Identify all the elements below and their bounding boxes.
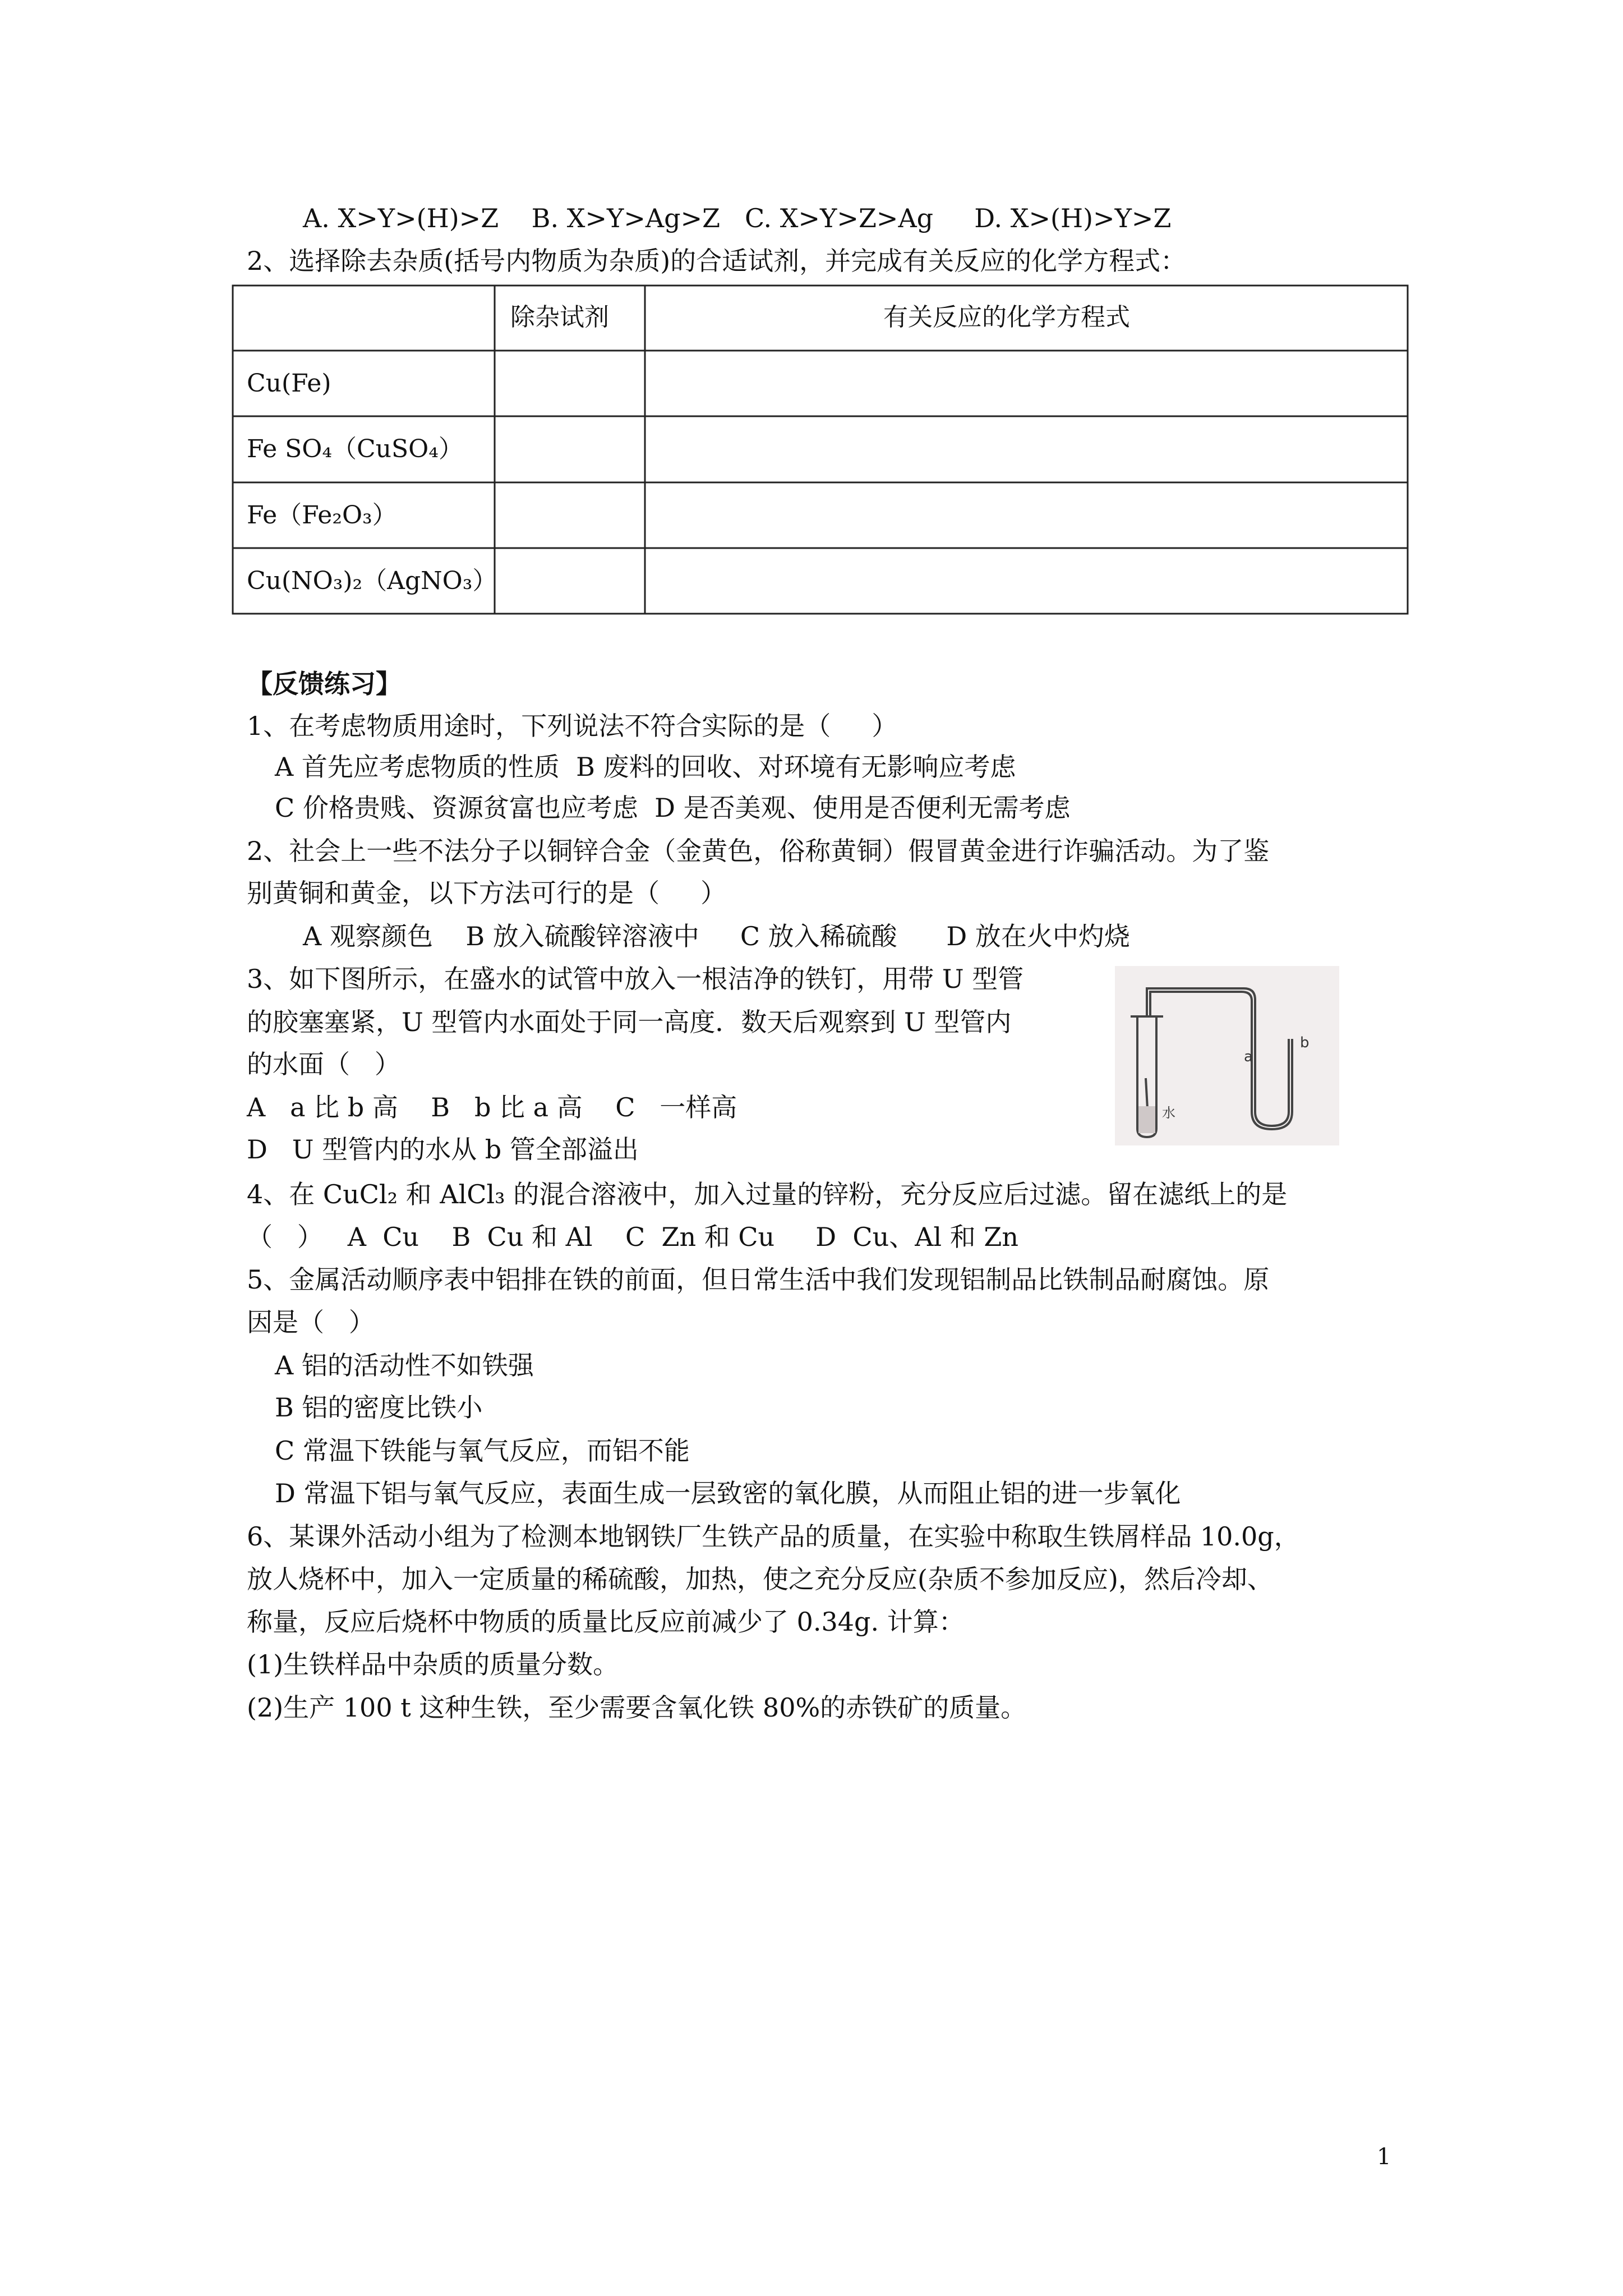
f2-options: A 观察颜色 B 放入硫酸锌溶液中 C 放入稀硫酸 D 放在火中灼烧	[303, 921, 1130, 951]
f6-subquestion-1: (1)生铁样品中杂质的质量分数。	[247, 1649, 619, 1680]
u-tube-figure	[1115, 966, 1339, 1145]
figure-label-water: 水	[1162, 1105, 1175, 1121]
f2-question-line1: 2、社会上一些不法分子以铜锌合金（金黄色，俗称黄铜）假冒黄金进行诈骗活动。为了鉴	[247, 836, 1270, 866]
page-number: 1	[1377, 2144, 1391, 2170]
f3-options-abc: A a 比 b 高 B b 比 a 高 C 一样高	[247, 1092, 737, 1122]
f1-options-cd: C 价格贵贱、资源贫富也应考虑 D 是否美观、使用是否便利无需考虑	[275, 793, 1071, 823]
section-title: 【反馈练习】	[247, 669, 402, 699]
f4-question-line2: （ ） A Cu B Cu 和 Al C Zn 和 Cu D Cu、Al 和 Zn	[247, 1222, 1018, 1252]
table-header-equation: 有关反应的化学方程式	[883, 303, 1130, 332]
f4-question-line1: 4、在 CuCl₂ 和 AlCl₃ 的混合溶液中，加入过量的锌粉，充分反应后过滤。留在滤纸上的是	[247, 1179, 1288, 1209]
q2-intro: 2、选择除去杂质(括号内物质为杂质)的合适试剂，并完成有关反应的化学方程式：	[247, 246, 1187, 276]
table-row-label: Fe SO₄（CuSO₄）	[247, 435, 463, 463]
f1-question: 1、在考虑物质用途时，下列说法不符合实际的是（ ）	[247, 711, 898, 741]
f1-options-ab: A 首先应考虑物质的性质 B 废料的回收、对环境有无影响应考虑	[275, 752, 1016, 782]
figure-label-b: b	[1300, 1034, 1310, 1051]
f3-question-line3: 的水面（ ）	[247, 1049, 400, 1079]
f6-question-line1: 6、某课外活动小组为了检测本地钢铁厂生铁产品的质量，在实验中称取生铁屑样品 10.0g，	[247, 1521, 1300, 1552]
f6-subquestion-2: (2)生产 100 t 这种生铁，至少需要含氧化铁 80%的赤铁矿的质量。	[247, 1692, 1027, 1723]
q1-options: A. X>Y>(H)>Z B. X>Y>Ag>Z C. X>Y>Z>Ag D. X>(H)>Y>Z	[303, 203, 1172, 233]
f6-question-line2: 放人烧杯中，加入一定质量的稀硫酸，加热，使之充分反应(杂质不参加反应)，然后冷却、	[247, 1564, 1273, 1594]
f6-question-line3: 称量，反应后烧杯中物质的质量比反应前减少了 0.34g. 计算：	[247, 1607, 965, 1637]
f5-option-c: C 常温下铁能与氧气反应，而铝不能	[275, 1435, 690, 1466]
table-row-label: Cu(NO₃)₂（AgNO₃）	[247, 567, 497, 595]
f2-question-line2: 别黄铜和黄金，以下方法可行的是（ ）	[247, 878, 727, 908]
table-row-label: Fe（Fe₂O₃）	[247, 501, 397, 530]
f5-option-b: B 铝的密度比铁小	[275, 1392, 483, 1423]
f5-question-line2: 因是（ ）	[247, 1307, 375, 1337]
f3-question-line1: 3、如下图所示，在盛水的试管中放入一根洁净的铁钉，用带 U 型管	[247, 964, 1024, 994]
figure-label-a: a	[1244, 1048, 1253, 1065]
table-row-label: Cu(Fe)	[247, 369, 331, 398]
f5-option-a: A 铝的活动性不如铁强	[275, 1350, 534, 1381]
f5-question-line1: 5、金属活动顺序表中铝排在铁的前面，但日常生活中我们发现铝制品比铁制品耐腐蚀。原	[247, 1264, 1270, 1295]
f3-question-line2: 的胶塞塞紧，U 型管内水面处于同一高度．数天后观察到 U 型管内	[247, 1007, 1012, 1037]
f5-option-d: D 常温下铝与氧气反应，表面生成一层致密的氧化膜，从而阻止铝的进一步氧化	[275, 1478, 1181, 1508]
f3-option-d: D U 型管内的水从 b 管全部溢出	[247, 1134, 639, 1165]
table-header-reagent: 除杂试剂	[510, 303, 609, 332]
